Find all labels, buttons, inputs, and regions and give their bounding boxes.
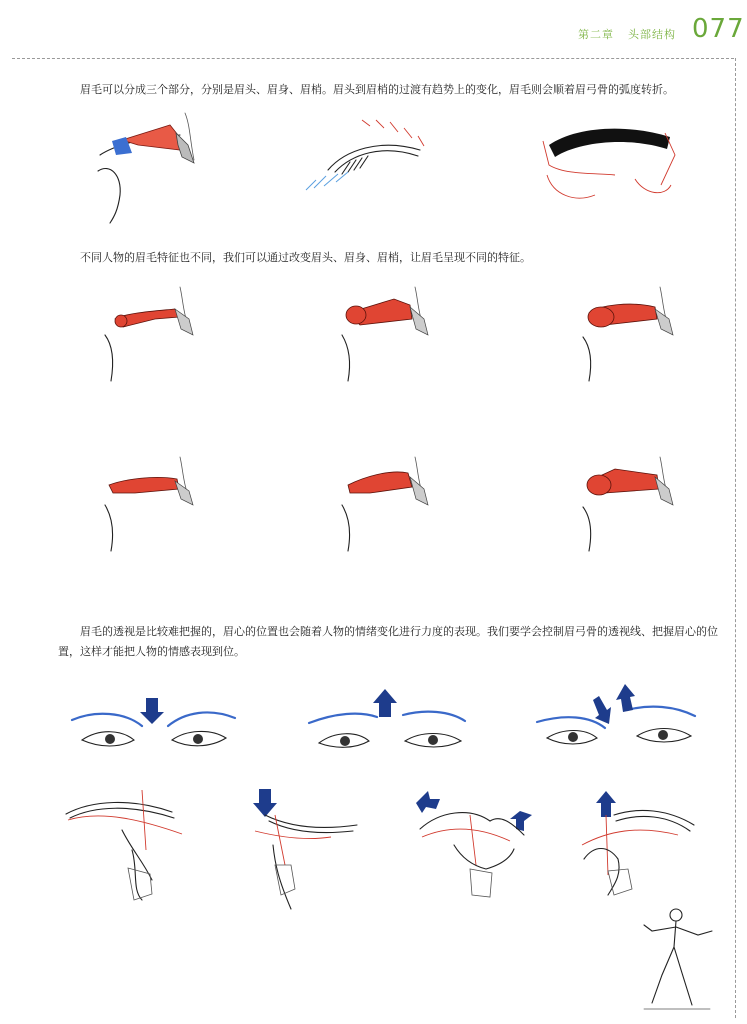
eyes-raised-illustration [305, 685, 475, 760]
brow-variation-6 [575, 455, 685, 565]
chapter-label: 第二章 [578, 28, 614, 41]
section-label: 头部结构 [628, 28, 676, 41]
header-divider [12, 58, 734, 59]
paragraph-brow-parts: 眉毛可以分成三个部分，分别是眉头、眉身、眉梢。眉头到眉梢的过渡有趋势上的变化，眉毛则会顺着眉弓骨的弧度转折。 [80, 83, 674, 96]
brow-variation-1 [95, 285, 205, 395]
brow-perspective-4 [578, 785, 708, 905]
brow-variation-5 [330, 455, 440, 565]
margin-divider [735, 58, 736, 1018]
brow-parts-illustration [90, 105, 220, 225]
eyes-sad-illustration [535, 680, 705, 760]
paragraph-brow-perspective: 眉毛的透视是比较难把握的，眉心的位置也会随着人物的情绪变化进行力度的表现。我们要学会控制眉弓骨的透视线、把握眉心的位置，这样才能把人物的情感表现到位。 [58, 625, 718, 658]
figure-sketch-decoration [640, 905, 720, 1015]
brow-perspective-2 [245, 785, 375, 915]
eyes-frown-illustration [70, 690, 240, 760]
paragraph-brow-variations: 不同人物的眉毛特征也不同，我们可以通过改变眉头、眉身、眉梢，让眉毛呈现不同的特征。 [80, 251, 531, 264]
brow-perspective-1 [62, 790, 192, 910]
page-header [0, 0, 747, 58]
brow-variation-2 [330, 285, 440, 395]
brow-variation-4 [95, 455, 205, 565]
brow-perspective-3 [410, 785, 540, 915]
page-number: 077 [692, 14, 745, 44]
brow-strokes-illustration [300, 110, 440, 200]
brow-variation-3 [575, 285, 685, 395]
brow-shape-illustration [535, 115, 685, 205]
